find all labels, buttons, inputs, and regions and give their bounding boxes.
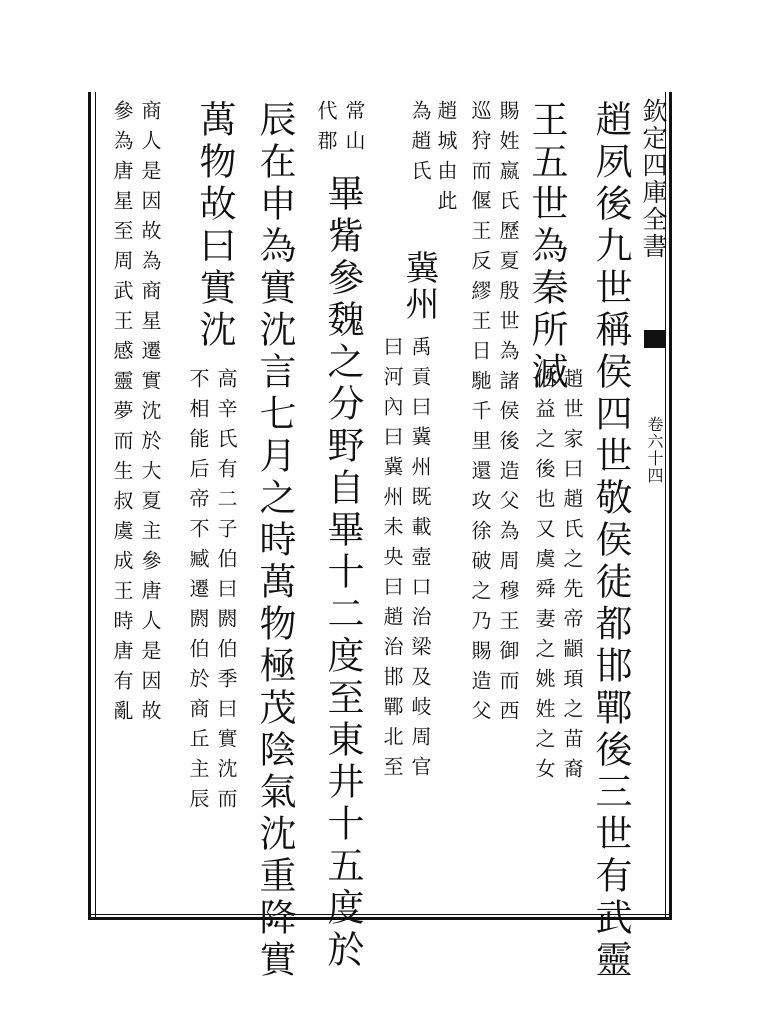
column-5	[310, 100, 380, 972]
volume-label: 卷六十四	[645, 416, 664, 484]
column-7-annotation-right: 高辛氏有二子伯曰閼伯季曰實沈而	[214, 368, 238, 818]
book-title: 欽定四庫全書	[639, 98, 668, 260]
border-left-inner	[95, 92, 96, 920]
column-4	[380, 100, 468, 920]
column-2-main-text: 王五世為秦所滅	[525, 100, 568, 394]
border-left-outer	[88, 92, 91, 920]
column-5-annotation-left: 代郡	[314, 100, 338, 160]
column-8-annotation-left: 參為唐星至周武王感靈夢而生叔虞成王時唐有亂	[110, 100, 134, 730]
column-4-annotation-left: 為趙氏	[408, 100, 432, 190]
column-2-annotation-left: 伯益之後也又虞舜妻之姚姓之女	[532, 368, 556, 788]
column-2	[525, 100, 590, 920]
column-4-main-text: 冀州	[399, 250, 439, 322]
column-5-main-text: 畢觜參魏之分野自畢十二度至東井十五度於	[321, 174, 364, 972]
column-4-annotation2-left: 曰河內曰冀州未央曰趙治邯鄲北至	[380, 336, 404, 786]
column-2-annotation-right: 趙世家曰趙氏之先帝顓頊之苗裔	[560, 368, 584, 788]
column-3-annotation-left: 巡狩而偃王反繆王日馳千里還攻徐破之乃賜造父	[468, 100, 492, 730]
column-4-annotation2-right: 禹貢曰冀州既載壺口治梁及岐周官	[408, 336, 432, 786]
column-4-annotation-right: 趙城由此	[434, 100, 458, 220]
column-3	[470, 100, 526, 920]
column-7-main-text: 萬物故曰實沈	[193, 100, 236, 352]
column-8-annotation-right: 商人是因故為商星遷實沈於大夏主參唐人是因故	[138, 100, 162, 730]
column-3-annotation-right: 賜姓嬴氏歷夏殷世為諸侯後造父為周穆王御而西	[496, 100, 520, 730]
column-5-annotation-right: 常山	[342, 100, 366, 160]
border-right-outer	[669, 92, 672, 920]
column-8	[108, 100, 168, 920]
column-6-main-text: 辰在申為實沈言七月之時萬物極茂陰氣沈重降實	[253, 100, 296, 982]
column-7	[180, 100, 250, 920]
column-7-annotation-left: 不相能后帝不臧遷閼伯於商丘主辰	[186, 368, 210, 818]
fishtail-mark	[644, 330, 666, 348]
column-1-main-text: 趙夙後九世稱侯四世敬侯徒都邯鄲後三世有武靈	[589, 100, 632, 982]
